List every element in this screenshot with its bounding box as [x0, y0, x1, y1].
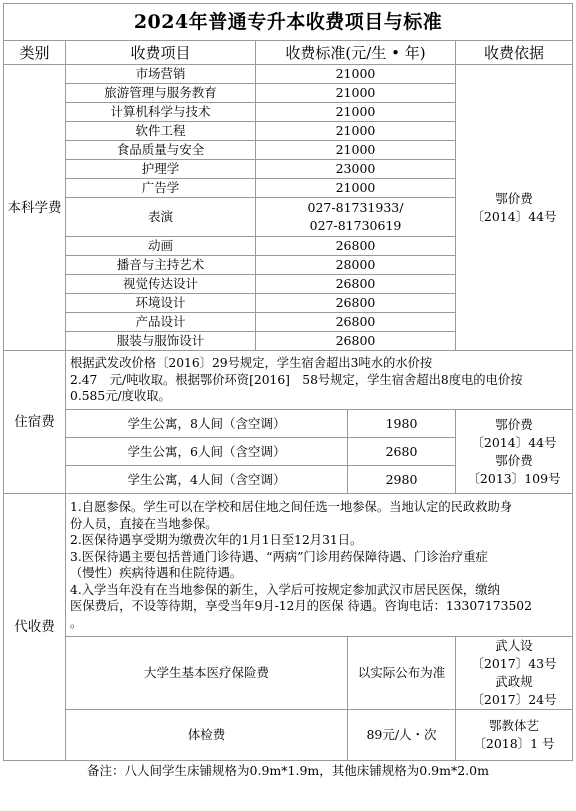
- note-line: 2.医保待遇享受期为缴费次年的1月1日至12月31日。: [70, 533, 363, 547]
- fee-line: 027-81731933/: [307, 200, 404, 215]
- basis-line: 〔2018〕1 号: [473, 736, 555, 751]
- agency-fee: 以实际公布为准: [348, 637, 456, 710]
- basis-line: 〔2017〕43号: [471, 656, 557, 671]
- agency-item: 大学生基本医疗保险费: [66, 637, 348, 710]
- header-basis: 收费依据: [456, 41, 573, 65]
- footer-note: 备注：八人间学生床铺规格为0.9m*1.9m，其他床铺规格为0.9m*2.0m: [87, 763, 489, 778]
- note-line: 4.入学当年没有在当地参保的新生，入学后可按规定参加武汉市居民医保，缴纳: [70, 582, 500, 597]
- note-line: 1.自愿参保。学生可以在学校和居住地之间任选一地参保。当地认定的民政救助身: [70, 500, 513, 514]
- lodging-basis: [456, 410, 573, 494]
- lodging-item: 学生公寓，8人间（含空调）: [66, 410, 348, 438]
- tuition-fee: 21000: [256, 103, 456, 122]
- tuition-category: 本科学费: [4, 65, 66, 351]
- note-line: 。: [70, 615, 83, 630]
- tuition-fee: 21000: [256, 122, 456, 141]
- basis-line: 〔2017〕24号: [471, 692, 557, 707]
- tuition-fee: 21000: [256, 179, 456, 198]
- tuition-item: 护理学: [66, 160, 256, 179]
- tuition-item: 表演: [66, 198, 256, 237]
- tuition-item: 产品设计: [66, 313, 256, 332]
- tuition-item: 食品质量与安全: [66, 141, 256, 160]
- note-line: 根据武发改价格〔2016〕29号规定，学生宿舍超出3吨水的水价按: [70, 356, 433, 371]
- tuition-fee: [256, 198, 456, 237]
- lodging-fee: 1980: [348, 410, 456, 438]
- lodging-item: 学生公寓，6人间（含空调）: [66, 438, 348, 466]
- basis-line: 武人设: [495, 638, 533, 653]
- tuition-item: 广告学: [66, 179, 256, 198]
- tuition-fee: 21000: [256, 84, 456, 103]
- agency-category: 代收费: [4, 494, 66, 761]
- agency-note: [66, 494, 573, 637]
- page-title: 2024年普通专升本收费项目与标准: [4, 4, 573, 41]
- note-line: 医保费后，不设等待期，享受当年9月-12月的医保 待遇。咨询电话：13307173502: [70, 599, 532, 613]
- lodging-fee: 2680: [348, 438, 456, 466]
- tuition-basis: [456, 65, 573, 351]
- basis-line: 武政规: [495, 674, 533, 689]
- lodging-note: [66, 351, 573, 410]
- tuition-item: 播音与主持艺术: [66, 256, 256, 275]
- note-line: 份人员，直接在当地参保。: [70, 516, 218, 531]
- tuition-item: 软件工程: [66, 122, 256, 141]
- tuition-item: 动画: [66, 237, 256, 256]
- lodging-category: 住宿费: [4, 351, 66, 494]
- header-item: 收费项目: [66, 41, 256, 65]
- tuition-fee: 21000: [256, 141, 456, 160]
- fee-line: 027-81730619: [309, 218, 402, 233]
- basis-line: 〔2014〕44号: [471, 434, 557, 450]
- tuition-fee: 21000: [256, 65, 456, 84]
- tuition-fee: 23000: [256, 160, 456, 179]
- tuition-fee: 26800: [256, 294, 456, 313]
- basis-line: 鄂价费: [495, 190, 533, 206]
- tuition-item: 环境设计: [66, 294, 256, 313]
- note-line: 0.585元/度收取。: [70, 389, 171, 404]
- tuition-fee: 26800: [256, 313, 456, 332]
- lodging-item: 学生公寓，4人间（含空调）: [66, 466, 348, 494]
- lodging-fee: 2980: [348, 466, 456, 494]
- basis-line: 〔2014〕44号: [471, 208, 557, 224]
- basis-line: 鄂教体艺: [489, 718, 540, 733]
- tuition-item: 服装与服饰设计: [66, 332, 256, 351]
- agency-fee: 89元/人・次: [348, 710, 456, 761]
- note-line: 3.医保待遇主要包括普通门诊待遇、“两病”门诊用药保障待遇、门诊治疗重症: [70, 549, 488, 564]
- tuition-fee: 26800: [256, 275, 456, 294]
- agency-basis: [456, 710, 573, 761]
- header-standard: 收费标准(元/生 • 年): [256, 41, 456, 65]
- basis-line: 〔2013〕109号: [467, 470, 561, 486]
- tuition-fee: 26800: [256, 332, 456, 351]
- fee-table: [3, 3, 573, 781]
- agency-basis: [456, 637, 573, 710]
- basis-line: 鄂价费: [495, 416, 533, 432]
- note-line: （慢性）疾病待遇和住院待遇。: [70, 566, 243, 580]
- tuition-item: 视觉传达设计: [66, 275, 256, 294]
- tuition-fee: 28000: [256, 256, 456, 275]
- header-category: 类别: [4, 41, 66, 65]
- tuition-item: 计算机科学与技术: [66, 103, 256, 122]
- note-line: 2.47 元/吨收取。根据鄂价环资[2016] 58号规定，学生宿舍超出8度电的电价按: [70, 372, 523, 387]
- agency-item: 体检费: [66, 710, 348, 761]
- tuition-fee: 26800: [256, 237, 456, 256]
- basis-line: 鄂价费: [495, 452, 533, 468]
- tuition-item: 市场营销: [66, 65, 256, 84]
- tuition-item: 旅游管理与服务教育: [66, 84, 256, 103]
